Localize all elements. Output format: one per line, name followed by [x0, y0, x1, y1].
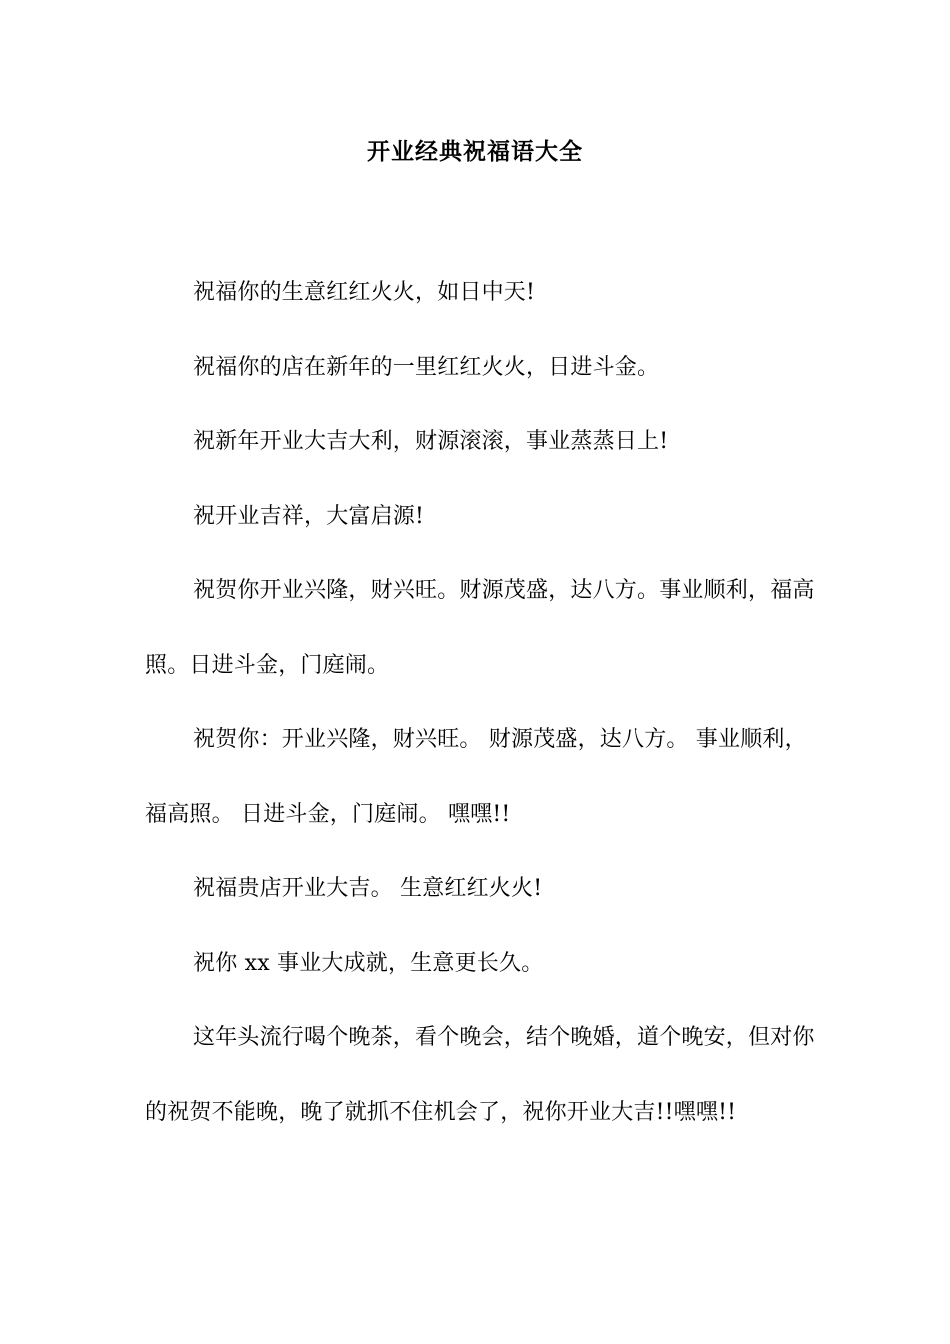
document-title: 开业经典祝福语大全 [367, 139, 583, 165]
paragraph: 祝福你的生意红红火火，如日中天! [193, 280, 536, 305]
paragraph: 祝贺你：开业兴隆，财兴旺。 财源茂盛，达八方。 事业顺利，福高照。 日进斗金，门庭闹。 嘿嘿!! [145, 727, 807, 827]
paragraph: 祝福你的店在新年的一里红红火火，日进斗金。 [193, 354, 660, 380]
paragraph: 祝贺你开业兴隆，财兴旺。财源茂盛，达八方。事业顺利，福高照。日进斗金，门庭闹。 [145, 578, 815, 678]
paragraph: 祝你 xx 事业大成就，生意更长久。 [193, 950, 544, 976]
document-body [145, 256, 825, 1150]
paragraph: 祝新年开业大吉大利，财源滚滚，事业蒸蒸日上! [193, 429, 669, 454]
paragraph: 这年头流行喝个晚茶，看个晚会，结个晚婚，道个晚安，但对你的祝贺不能晚，晚了就抓不住机会了，祝你开业大吉!!嘿嘿!! [145, 1025, 815, 1125]
paragraph: 祝福贵店开业大吉。 生意红红火火! [193, 876, 543, 901]
paragraph: 祝开业吉祥，大富启源! [193, 503, 425, 529]
